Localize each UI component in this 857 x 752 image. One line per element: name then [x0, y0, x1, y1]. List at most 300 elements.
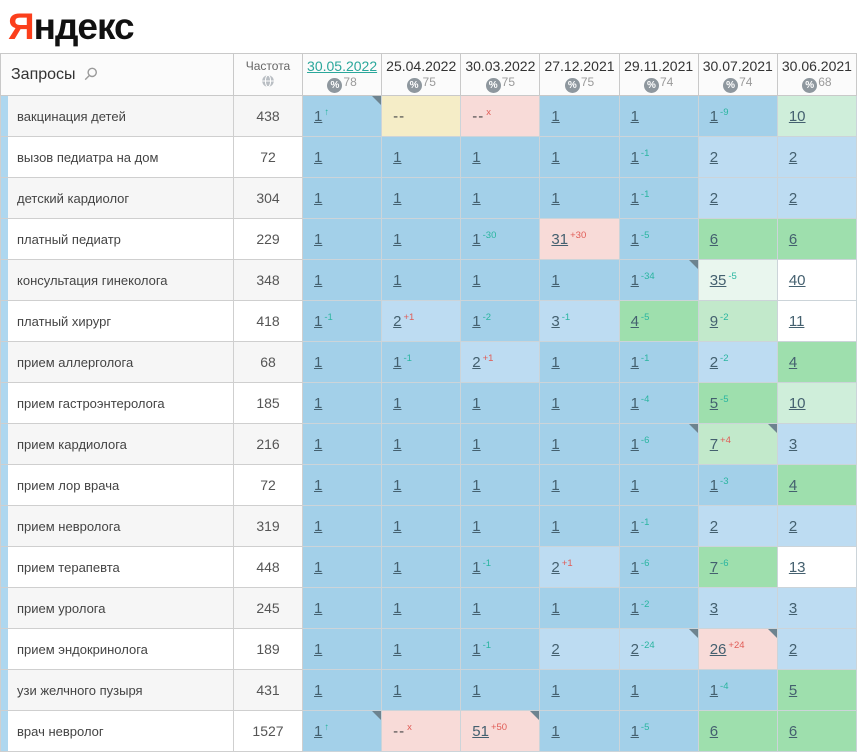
position-cell[interactable] — [461, 260, 540, 301]
position-cell[interactable] — [698, 629, 777, 670]
position-cell[interactable] — [619, 588, 698, 629]
position-cell[interactable] — [777, 260, 856, 301]
position-cell[interactable] — [619, 219, 698, 260]
position-value[interactable]: 1 — [472, 189, 481, 207]
position-cell[interactable] — [303, 670, 382, 711]
position-cell[interactable] — [698, 178, 777, 219]
position-value[interactable]: 1 — [551, 107, 560, 125]
position-value[interactable]: 1 — [630, 353, 639, 371]
date-link[interactable]: 30.07.2021 — [702, 57, 773, 74]
frequency-cell: 72 — [234, 465, 303, 506]
position-change: +24 — [728, 639, 745, 651]
position-value[interactable]: 3 — [788, 435, 798, 453]
position-value[interactable]: 1 — [630, 517, 639, 535]
position-value[interactable]: 1 — [314, 681, 323, 699]
position-cell[interactable] — [777, 547, 856, 588]
position-cell[interactable] — [461, 629, 540, 670]
position-cell[interactable] — [540, 424, 619, 465]
position-cell[interactable] — [303, 383, 382, 424]
position-value[interactable]: 1 — [551, 681, 560, 699]
position-value[interactable]: 2 — [551, 558, 560, 576]
position-value[interactable]: 1 — [472, 476, 481, 494]
percent-icon: % — [644, 78, 659, 93]
position-cell[interactable] — [303, 506, 382, 547]
position-cell[interactable] — [461, 588, 540, 629]
coverage-indicator — [540, 75, 618, 94]
position-value[interactable]: 1 — [630, 599, 639, 617]
position-cell[interactable] — [382, 547, 461, 588]
position-cell[interactable] — [777, 506, 856, 547]
position-cell[interactable] — [777, 178, 856, 219]
keyword-cell[interactable] — [1, 260, 234, 301]
position-value[interactable]: 1 — [551, 517, 560, 535]
position-value[interactable]: 6 — [788, 722, 798, 740]
position-cell[interactable] — [777, 711, 856, 752]
position-cell[interactable] — [303, 342, 382, 383]
position-change: -1 — [403, 352, 412, 364]
position-value[interactable]: 1 — [393, 394, 402, 412]
keyword-cell[interactable] — [1, 137, 234, 178]
position-value[interactable]: 4 — [630, 312, 639, 330]
keyword-cell[interactable] — [1, 301, 234, 342]
position-cell[interactable] — [619, 711, 698, 752]
position-value[interactable]: 1 — [472, 230, 481, 248]
position-value[interactable]: 1 — [551, 189, 560, 207]
position-value[interactable]: 1 — [472, 640, 481, 658]
position-value[interactable]: 1 — [472, 148, 481, 166]
position-value[interactable]: 1 — [709, 107, 719, 125]
position-cell[interactable] — [777, 137, 856, 178]
position-value[interactable]: 1 — [393, 148, 402, 166]
position-value[interactable]: 13 — [788, 558, 806, 576]
position-cell[interactable] — [540, 465, 619, 506]
position-value[interactable]: 2 — [788, 189, 798, 207]
frequency-cell: 448 — [234, 547, 303, 588]
position-cell[interactable] — [303, 711, 382, 752]
position-cell[interactable] — [382, 670, 461, 711]
position-cell[interactable] — [698, 137, 777, 178]
position-cell[interactable] — [777, 670, 856, 711]
position-cell[interactable] — [777, 219, 856, 260]
keyword-label: прием эндокринолога — [17, 641, 148, 657]
position-cell[interactable] — [619, 465, 698, 506]
position-cell[interactable] — [619, 506, 698, 547]
position-value[interactable]: 1 — [630, 189, 639, 207]
keyword-cell[interactable] — [1, 383, 234, 424]
position-cell[interactable] — [698, 465, 777, 506]
keyword-cell[interactable] — [1, 588, 234, 629]
keyword-cell[interactable] — [1, 465, 234, 506]
position-cell[interactable] — [540, 96, 619, 137]
position-value[interactable]: 1 — [630, 107, 639, 125]
position-value[interactable]: 1 — [472, 394, 481, 412]
position-cell[interactable] — [698, 711, 777, 752]
coverage-value: 74 — [739, 74, 753, 89]
position-value[interactable]: 1 — [472, 558, 481, 576]
position-cell[interactable] — [382, 465, 461, 506]
position-value[interactable]: 1 — [314, 394, 323, 412]
position-cell[interactable] — [540, 342, 619, 383]
keyword-cell[interactable] — [1, 629, 234, 670]
position-cell[interactable] — [461, 424, 540, 465]
position-value[interactable]: 2 — [788, 517, 798, 535]
position-value[interactable]: 1 — [709, 681, 719, 699]
position-cell[interactable] — [303, 301, 382, 342]
position-value[interactable]: 1 — [393, 681, 402, 699]
position-value[interactable]: 1 — [314, 722, 323, 740]
position-cell[interactable] — [303, 547, 382, 588]
position-value[interactable]: 9 — [709, 312, 719, 330]
position-value[interactable]: 2 — [630, 640, 639, 658]
keyword-cell[interactable] — [1, 219, 234, 260]
position-value[interactable]: 1 — [472, 435, 481, 453]
position-cell[interactable] — [382, 424, 461, 465]
queries-header-label: Запросы — [11, 65, 76, 83]
frequency-cell: 189 — [234, 629, 303, 670]
position-value[interactable]: 1 — [472, 517, 481, 535]
keyword-label: врач невролог — [17, 723, 104, 739]
position-cell[interactable] — [777, 342, 856, 383]
position-cell[interactable] — [540, 506, 619, 547]
position-cell[interactable] — [382, 301, 461, 342]
position-cell[interactable] — [382, 506, 461, 547]
position-value[interactable]: 10 — [788, 107, 806, 125]
keyword-cell[interactable] — [1, 506, 234, 547]
position-value[interactable]: 1 — [630, 722, 639, 740]
percent-icon: % — [407, 78, 422, 93]
date-link[interactable]: 30.03.2022 — [465, 57, 536, 74]
position-cell[interactable] — [777, 383, 856, 424]
position-cell[interactable] — [382, 260, 461, 301]
position-cell[interactable] — [540, 137, 619, 178]
position-cell[interactable] — [303, 96, 382, 137]
position-cell[interactable] — [382, 178, 461, 219]
position-cell[interactable] — [382, 629, 461, 670]
position-value[interactable]: 1 — [314, 189, 323, 207]
position-value[interactable]: 1 — [314, 640, 323, 658]
row-accent-bar — [1, 629, 8, 669]
position-value[interactable]: 2 — [551, 640, 560, 658]
position-value[interactable]: 1 — [314, 476, 323, 494]
position-cell[interactable] — [698, 219, 777, 260]
position-cell[interactable] — [461, 547, 540, 588]
position-value[interactable]: 4 — [788, 353, 798, 371]
keyword-cell[interactable] — [1, 342, 234, 383]
position-value[interactable]: 5 — [709, 394, 719, 412]
position-value[interactable]: 3 — [788, 599, 798, 617]
position-cell[interactable] — [382, 383, 461, 424]
table-row — [1, 670, 857, 711]
keyword-cell[interactable] — [1, 424, 234, 465]
position-cell[interactable] — [619, 260, 698, 301]
position-value[interactable]: 1 — [551, 148, 560, 166]
position-cell[interactable] — [303, 465, 382, 506]
position-value[interactable]: 1 — [709, 476, 719, 494]
row-accent-bar — [1, 219, 8, 259]
position-cell[interactable] — [540, 629, 619, 670]
position-value[interactable]: 1 — [314, 599, 323, 617]
position-value[interactable]: 1 — [393, 271, 402, 289]
date-column-header — [382, 54, 461, 96]
position-value[interactable]: 1 — [393, 476, 402, 494]
position-value[interactable]: 1 — [551, 722, 560, 740]
position-cell[interactable] — [777, 301, 856, 342]
frequency-cell: 438 — [234, 96, 303, 137]
date-column-header — [619, 54, 698, 96]
position-cell[interactable] — [698, 383, 777, 424]
position-value[interactable]: 2 — [393, 312, 402, 330]
coverage-value: 74 — [659, 74, 674, 89]
position-change: -1 — [324, 311, 333, 323]
position-value[interactable]: 6 — [709, 722, 719, 740]
position-cell[interactable] — [619, 96, 698, 137]
position-value[interactable]: 5 — [788, 681, 798, 699]
position-value[interactable]: 2 — [709, 148, 719, 166]
coverage-value: 78 — [343, 74, 357, 89]
position-value[interactable]: 2 — [788, 640, 798, 658]
date-link[interactable]: 25.04.2022 — [386, 57, 457, 74]
position-cell[interactable] — [540, 301, 619, 342]
position-cell[interactable] — [382, 588, 461, 629]
keyword-label: прием уролога — [17, 600, 106, 616]
position-value[interactable]: 1 — [630, 435, 639, 453]
position-value[interactable]: 3 — [551, 312, 560, 330]
keyword-cell[interactable] — [1, 711, 234, 752]
keyword-cell[interactable] — [1, 670, 234, 711]
position-value[interactable]: 1 — [472, 681, 481, 699]
position-cell[interactable] — [619, 670, 698, 711]
position-cell[interactable] — [540, 670, 619, 711]
table-row — [1, 301, 857, 342]
position-value[interactable]: 1 — [551, 271, 560, 289]
corner-marker-icon — [689, 629, 698, 638]
position-cell[interactable] — [382, 711, 461, 752]
position-cell[interactable] — [698, 96, 777, 137]
position-cell[interactable] — [698, 547, 777, 588]
position-cell[interactable] — [303, 260, 382, 301]
position-cell[interactable] — [777, 96, 856, 137]
position-value[interactable]: 26 — [709, 640, 727, 658]
position-cell[interactable] — [303, 588, 382, 629]
position-cell[interactable] — [698, 588, 777, 629]
position-value[interactable]: 7 — [709, 435, 719, 453]
position-cell[interactable] — [461, 465, 540, 506]
row-accent-bar — [1, 96, 8, 136]
position-cell[interactable] — [698, 342, 777, 383]
row-accent-bar — [1, 342, 8, 382]
position-value[interactable]: 1 — [630, 681, 639, 699]
position-value[interactable]: 35 — [709, 271, 727, 289]
position-value[interactable]: 1 — [314, 271, 323, 289]
position-cell[interactable] — [619, 178, 698, 219]
position-cell[interactable] — [303, 219, 382, 260]
position-value[interactable]: 7 — [709, 558, 719, 576]
position-cell[interactable] — [777, 465, 856, 506]
position-cell[interactable] — [461, 670, 540, 711]
position-value[interactable]: 2 — [472, 353, 481, 371]
position-change: ↑ — [324, 106, 330, 118]
position-value[interactable]: 1 — [472, 599, 481, 617]
position-cell[interactable] — [540, 219, 619, 260]
position-change: -34 — [640, 270, 655, 282]
date-column-header — [698, 54, 777, 96]
position-cell[interactable] — [540, 260, 619, 301]
position-cell[interactable] — [461, 301, 540, 342]
position-value[interactable]: 6 — [709, 230, 719, 248]
position-value[interactable]: 1 — [630, 230, 639, 248]
position-value[interactable]: 1 — [630, 394, 639, 412]
position-value[interactable]: 1 — [472, 271, 481, 289]
position-change: -3 — [720, 475, 729, 487]
position-value[interactable]: 1 — [551, 476, 560, 494]
position-cell[interactable] — [461, 342, 540, 383]
position-value[interactable]: 1 — [393, 640, 402, 658]
table-row — [1, 219, 857, 260]
date-link[interactable]: 29.11.2021 — [624, 57, 694, 74]
position-value[interactable]: 1 — [393, 189, 402, 207]
position-value[interactable]: 2 — [709, 517, 719, 535]
position-value[interactable]: 6 — [788, 230, 798, 248]
yandex-logo[interactable] — [8, 6, 134, 48]
table-row — [1, 137, 857, 178]
position-cell[interactable] — [303, 178, 382, 219]
position-cell[interactable] — [698, 301, 777, 342]
position-cell[interactable] — [540, 178, 619, 219]
position-cell[interactable] — [698, 260, 777, 301]
position-value[interactable]: 1 — [314, 435, 323, 453]
position-value[interactable]: 1 — [630, 148, 639, 166]
keyword-cell[interactable] — [1, 547, 234, 588]
position-value[interactable]: 1 — [393, 230, 402, 248]
keyword-label: прием аллерголога — [17, 354, 134, 370]
position-value[interactable]: 51 — [472, 722, 489, 740]
frequency-cell: 348 — [234, 260, 303, 301]
keyword-label: вызов педиатра на дом — [17, 149, 159, 165]
position-cell[interactable] — [698, 670, 777, 711]
position-value[interactable]: 2 — [788, 148, 798, 166]
frequency-cell: 245 — [234, 588, 303, 629]
position-value[interactable]: 40 — [788, 271, 806, 289]
position-cell[interactable] — [619, 424, 698, 465]
position-value[interactable]: 1 — [314, 107, 323, 125]
position-cell[interactable] — [461, 219, 540, 260]
position-cell[interactable] — [540, 383, 619, 424]
position-change: -5 — [640, 721, 650, 733]
position-value[interactable]: 1 — [393, 353, 402, 371]
position-value[interactable]: 1 — [393, 558, 402, 576]
position-value[interactable]: 1 — [393, 517, 402, 535]
position-change: -6 — [640, 434, 650, 446]
frequency-column-header[interactable] — [234, 54, 303, 96]
date-link[interactable]: 30.05.2022 — [307, 57, 378, 74]
position-value[interactable]: 2 — [709, 353, 719, 371]
position-cell[interactable] — [461, 506, 540, 547]
position-cell[interactable] — [619, 547, 698, 588]
position-cell[interactable] — [461, 137, 540, 178]
position-value[interactable]: 1 — [551, 353, 560, 371]
position-value[interactable]: 10 — [788, 394, 806, 412]
date-link[interactable]: 27.12.2021 — [544, 57, 615, 74]
keyword-cell[interactable] — [1, 178, 234, 219]
table-row — [1, 342, 857, 383]
position-cell[interactable] — [303, 137, 382, 178]
position-change: -2 — [720, 311, 729, 323]
position-cell[interactable] — [461, 383, 540, 424]
position-value[interactable]: 1 — [630, 271, 639, 289]
coverage-indicator — [778, 75, 856, 94]
position-cell[interactable] — [382, 219, 461, 260]
position-cell[interactable] — [382, 137, 461, 178]
row-accent-bar — [1, 137, 8, 177]
position-cell[interactable] — [461, 96, 540, 137]
position-value[interactable]: 1 — [630, 476, 639, 494]
position-cell[interactable] — [619, 301, 698, 342]
position-value[interactable]: 1 — [393, 599, 402, 617]
position-cell[interactable] — [619, 629, 698, 670]
position-value[interactable]: 3 — [709, 599, 719, 617]
position-cell[interactable] — [777, 629, 856, 670]
position-cell[interactable] — [698, 506, 777, 547]
position-cell[interactable] — [540, 711, 619, 752]
position-cell[interactable] — [540, 588, 619, 629]
position-cell[interactable] — [303, 629, 382, 670]
position-cell[interactable] — [382, 342, 461, 383]
frequency-cell: 229 — [234, 219, 303, 260]
position-cell[interactable] — [698, 424, 777, 465]
position-cell[interactable] — [382, 96, 461, 137]
position-cell[interactable] — [619, 342, 698, 383]
position-value[interactable]: 1 — [314, 353, 323, 371]
position-value[interactable]: 4 — [788, 476, 798, 494]
position-cell[interactable] — [619, 383, 698, 424]
corner-marker-icon — [372, 96, 381, 105]
search-icon[interactable] — [83, 67, 98, 82]
corner-marker-icon — [768, 424, 777, 433]
date-link[interactable]: 30.06.2021 — [781, 57, 852, 74]
position-cell[interactable] — [540, 547, 619, 588]
position-value[interactable]: 1 — [472, 312, 481, 330]
position-value[interactable]: 1 — [314, 148, 323, 166]
no-position-value: -- — [393, 722, 406, 740]
position-cell[interactable] — [461, 178, 540, 219]
position-value[interactable]: 1 — [551, 435, 560, 453]
corner-marker-icon — [689, 424, 698, 433]
queries-column-header[interactable] — [1, 54, 234, 96]
position-value[interactable]: 1 — [314, 517, 323, 535]
position-value[interactable]: 31 — [551, 230, 569, 248]
position-cell[interactable] — [461, 711, 540, 752]
position-value[interactable]: 1 — [393, 435, 402, 453]
position-cell[interactable] — [303, 424, 382, 465]
position-change: -2 — [482, 311, 492, 323]
position-value[interactable]: 1 — [551, 394, 560, 412]
position-value[interactable]: 1 — [551, 599, 560, 617]
position-value[interactable]: 11 — [788, 312, 805, 330]
position-cell[interactable] — [777, 588, 856, 629]
position-value[interactable]: 1 — [314, 230, 323, 248]
frequency-cell: 304 — [234, 178, 303, 219]
position-value[interactable]: 1 — [314, 558, 323, 576]
table-row — [1, 424, 857, 465]
position-value[interactable]: 1 — [314, 312, 323, 330]
keyword-cell[interactable] — [1, 96, 234, 137]
percent-icon: % — [565, 78, 580, 93]
position-value[interactable]: 1 — [630, 558, 639, 576]
frequency-cell: 72 — [234, 137, 303, 178]
position-value[interactable]: 2 — [709, 189, 719, 207]
position-cell[interactable] — [619, 137, 698, 178]
position-cell[interactable] — [777, 424, 856, 465]
